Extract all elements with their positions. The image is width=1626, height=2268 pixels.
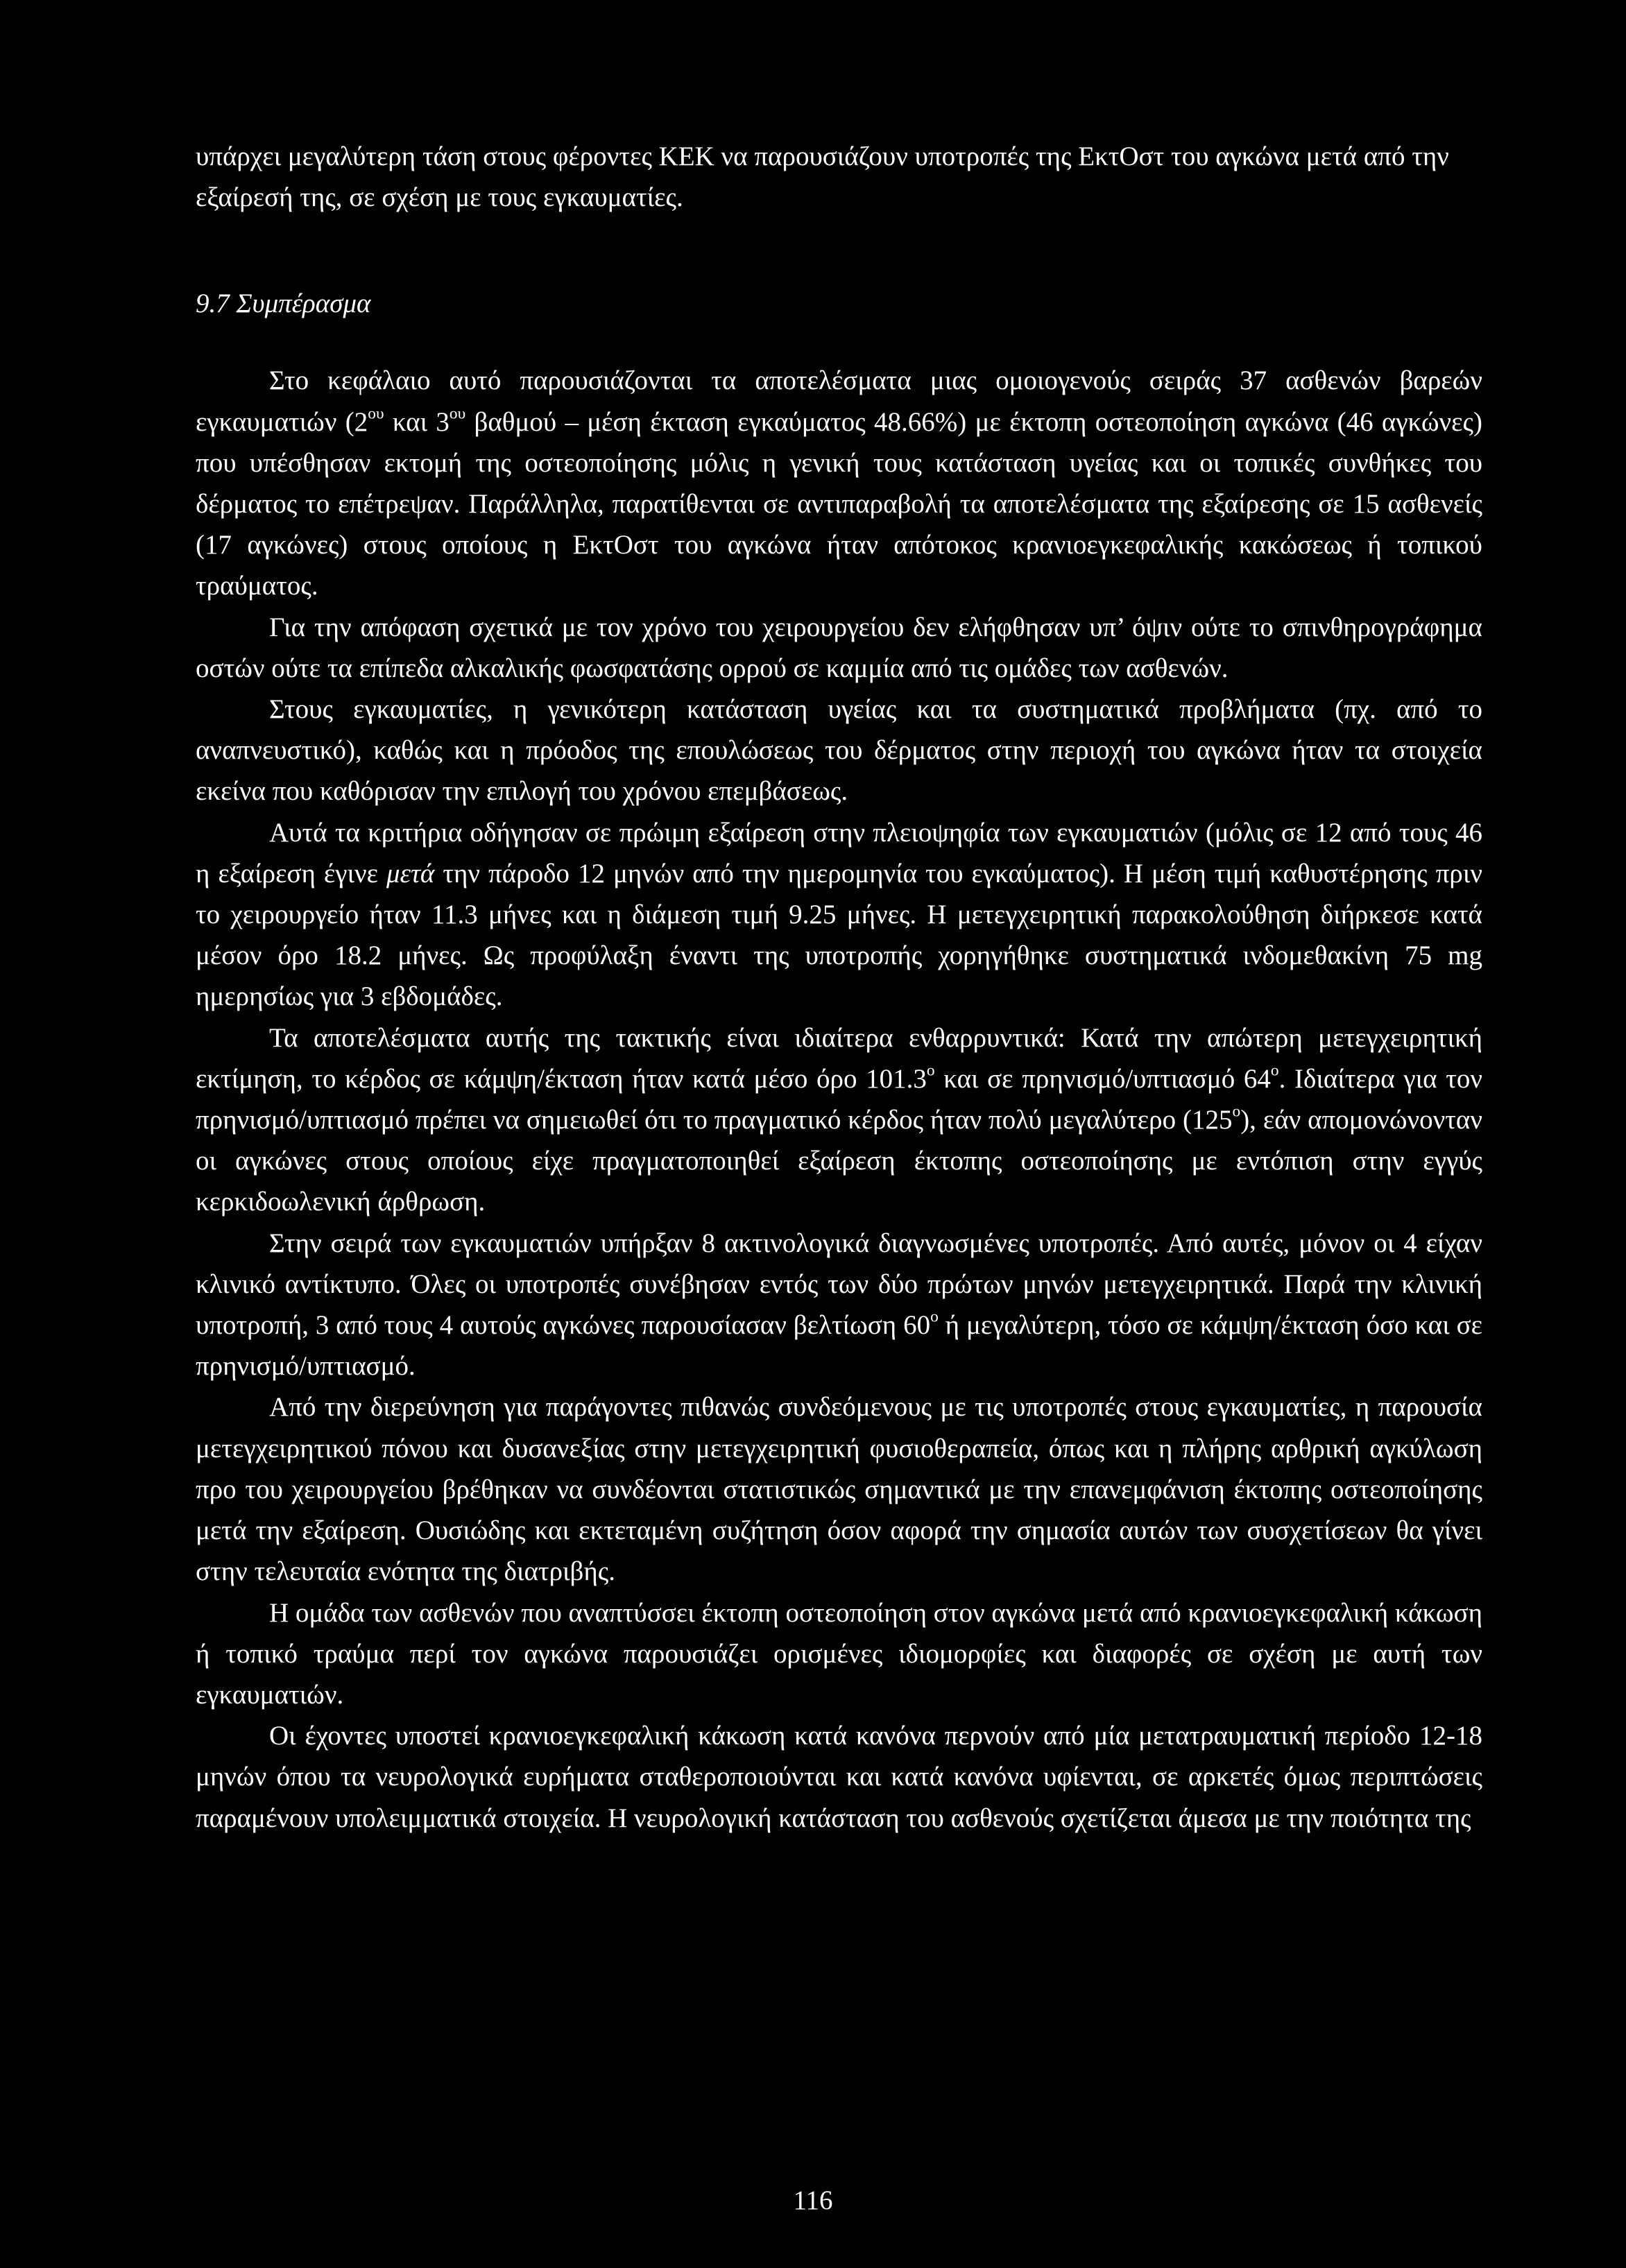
superscript: ο xyxy=(1232,1102,1241,1121)
superscript: ου xyxy=(449,404,466,423)
text-run: την πάροδο 12 μηνών από την ημερομηνία του εγκαύματος). Η μέση τιμή καθυστέρησης πριν το χειρουργείο ήταν 11.3 μήνες και η διάμεση τιμή 9.25 μήνες. Η μετεγχειρητική παρακολούθηση διήρκεσε κατά μέσον όρο 18.2 μήνες. Ως προφύλαξη έναντι της υποτροπής χορηγήθηκε συστηματικά ινδομεθακίνη 75 mg ημερησίως για 3 εβδομάδες. xyxy=(196,858,1482,1012)
emphasis: μετά xyxy=(386,858,435,888)
paragraph-recurrences xyxy=(196,1223,1482,1387)
paragraph-neurological-course: Οι έχοντες υποστεί κρανιοεγκεφαλική κάκωση κατά κανόνα περνούν από μία μετατραυματική περίοδο 12-18 μηνών όπου τα νευρολογικά ευρήματα σταθεροποιούνται και κατά κανόνα υφίενται, σε αρκετές όμως περιπτώσεις παραμένουν υπολειμματικά στοιχεία. Η νευρολογική κατάσταση του ασθενούς σχετίζεται άμεσα με την ποιότητα της xyxy=(196,1721,1482,1833)
paragraph-surgery-timing: Για την απόφαση σχετικά με τον χρόνο του χειρουργείου δεν ελήφθησαν υπ’ όψιν ούτε το σπινθηρογράφημα οστών ούτε τα επίπεδα αλκαλικής φωσφατάσης ορρού σε καμμία από τις ομάδες των ασθενών. xyxy=(196,612,1482,683)
superscript: ου xyxy=(368,404,384,423)
text-run: ή μεγαλύτερη, τόσο σε κάμψη/έκταση όσο και σε πρηνισμό/υπτιασμό. xyxy=(196,1310,1483,1382)
paragraph-burn-criteria: Στους εγκαυματίες, η γενικότερη κατάσταση υγείας και τα συστηματικά προβλήματα (πχ. από το αναπνευστικό), καθώς και η πρόοδος της επουλώσεως του δέρματος στην περιοχή του αγκώνα ήταν τα στοιχεία εκείνα που καθόρισαν την επιλογή του χρόνου επεμβάσεως. xyxy=(196,694,1482,807)
paragraph-head-injury-group: Η ομάδα των ασθενών που αναπτύσσει έκτοπη οστεοποίηση στον αγκώνα μετά από κρανιοεγκεφαλική κάκωση ή τοπικό τραύμα περί τον αγκώνα παρουσιάζει ορισμένες ιδιομορφίες και διαφορές σε σχέση με αυτή των εγκαυματιών. xyxy=(196,1597,1482,1710)
page-number: 116 xyxy=(793,2185,833,2215)
superscript: ο xyxy=(1270,1061,1279,1080)
paragraph-summary-intro xyxy=(196,360,1482,606)
paragraph-early-excision xyxy=(196,812,1482,1017)
text-run: ), εάν απομονώνονταν οι αγκώνες στους οποίους είχε πραγματοποιηθεί εξαίρεση έκτοπης οστεοποίησης με εντόπιση στην εγγύς κερκιδοωλενική άρθρωση. xyxy=(196,1105,1483,1217)
text-run: Αυτά τα κριτήρια οδήγησαν σε πρώιμη εξαίρεση στην πλειοψηφία των εγκαυματιών (μόλις σε 12 από τους 46 η εξαίρεση έγινε xyxy=(196,817,1482,888)
text-run: Τα αποτελέσματα αυτής της τακτικής είναι ιδιαίτερα ενθαρρυντικά: Κατά την απώτερη μετεγχειρητική εκτίμηση, το κέρδος σε κάμψη/έκταση ήταν κατά μέσο όρο 101.3 xyxy=(196,1022,1482,1094)
text-run: Στην σειρά των εγκαυματιών υπήρξαν 8 ακτινολογικά διαγνωσμένες υποτροπές. Από αυτές, μόνον οι 4 είχαν κλινικό αντίκτυπο. Όλες οι υποτροπές συνέβησαν εντός των δύο πρώτων μηνών μετεγχειρητικά. Παρά την κλινική υποτροπή, 3 από τους 4 αυτούς αγκώνες παρουσίασαν βελτίωση 60 xyxy=(196,1228,1482,1341)
text-run: . Ιδιαίτερα για τον πρηνισμό/υπτιασμό πρέπει να σημειωθεί ότι το πραγματικό κέρδος ήταν πολύ μεγαλύτερο (125 xyxy=(196,1063,1482,1135)
text-run: Στο κεφάλαιο αυτό παρουσιάζονται τα αποτελέσματα μιας ομοιογενούς σειράς 37 ασθενών βαρεών εγκαυματιών (2 xyxy=(196,366,1482,437)
superscript: ο xyxy=(930,1307,939,1326)
paragraph-risk-factors: Από την διερεύνηση για παράγοντες πιθανώς συνδεόμενους με τις υποτροπές στους εγκαυματίες, η παρουσία μετεγχειρητικού πόνου και δυσανεξίας στην μετεγχειρητική φυσιοθεραπεία, όπως και η πλήρης αρθρική αγκύλωση προ του χειρουργείου βρέθηκαν να συνδέονται στατιστικώς σημαντικά με την επανεμφάνιση έκτοπης οστεοποίησης μετά την εξαίρεση. Ουσιώδης και εκτεταμένη συζήτηση όσον αφορά την σημασία αυτών των συσχετίσεων θα γίνει στην τελευταία ενότητα της διατριβής. xyxy=(196,1392,1482,1587)
text-run: και 3 xyxy=(384,406,450,437)
paragraph-results xyxy=(196,1017,1482,1223)
continued-paragraph: υπάρχει μεγαλύτερη τάση στους φέροντες ΚΕΚ να παρουσιάζουν υποτροπές της ΕκτΟστ του αγκώνα μετά από την εξαίρεσή της, σε σχέση με τους εγκαυματίες. xyxy=(196,141,1449,213)
text-run: βαθμού – μέση έκταση εγκαύματος 48.66%) με έκτοπη οστεοποίηση αγκώνα (46 αγκώνες) που υπέσθησαν εκτομή της οστεοποίησης μόλις η γενική τους κατάσταση υγείας και οι τοπικές συνθήκες του δέρματος το επέτρεψαν. Παράλληλα, παρατίθενται σε αντιπαραβολή τα αποτελέσματα της εξαίρεσης σε 15 ασθενείς (17 αγκώνες) στους οποίους η ΕκτΟστ του αγκώνα ήταν απότοκος κρανιοεγκεφαλικής κακώσεως ή τοπικού τραύματος. xyxy=(196,406,1482,601)
superscript: ο xyxy=(926,1061,935,1080)
page-body xyxy=(196,136,1482,1839)
text-run: και σε πρηνισμό/υπτιασμό 64 xyxy=(934,1063,1271,1094)
section-heading: 9.7 Συμπέρασμα xyxy=(196,289,371,319)
